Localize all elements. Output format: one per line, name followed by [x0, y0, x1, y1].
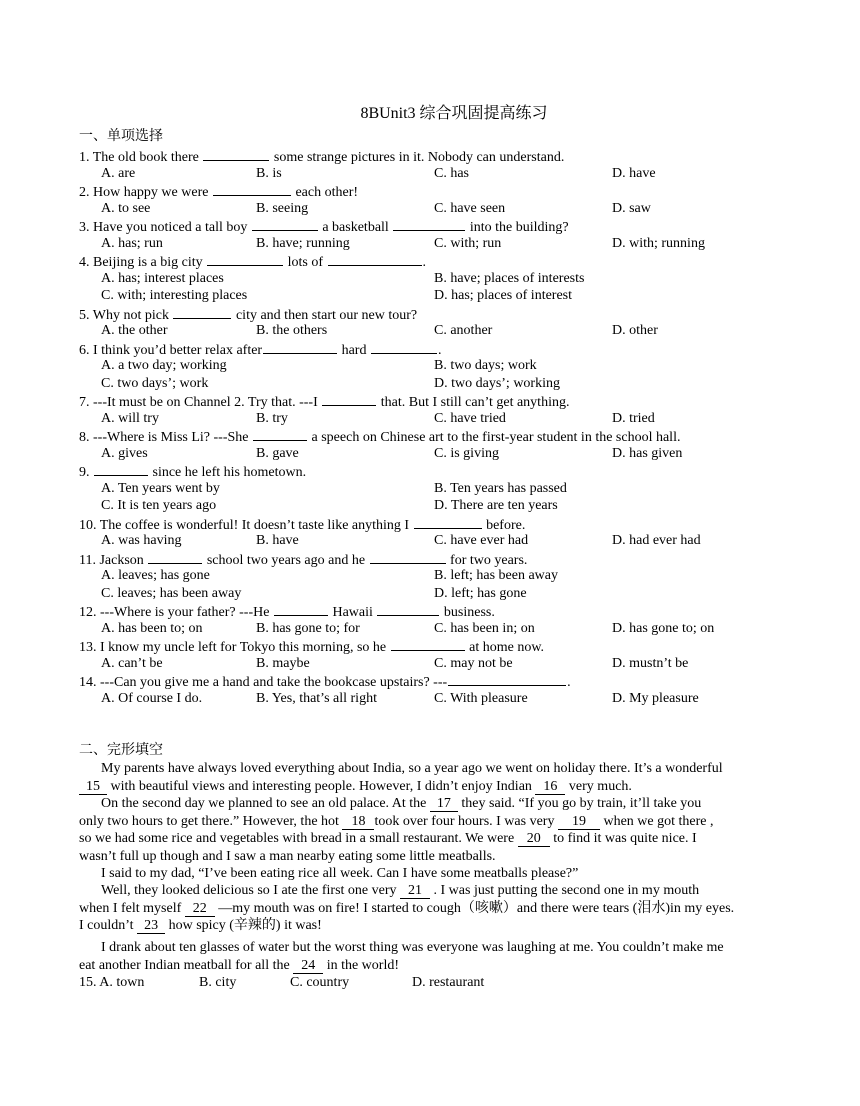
- option-d: D. left; has gone: [434, 585, 527, 601]
- option-b: B. Ten years has passed: [434, 480, 567, 496]
- option-b: B. maybe: [256, 655, 310, 671]
- answer-blank: [263, 340, 337, 354]
- option-c: C. may not be: [434, 655, 513, 671]
- answer-blank: [393, 217, 465, 231]
- option-d: D. mustn’t be: [612, 655, 689, 671]
- option-b: B. try: [256, 410, 288, 426]
- cloze-paragraph-5: I drank about ten glasses of water but the worst thing was everyone was laughing at me. You couldn’t make me eat another Indian meatball for all the 24 in the world!: [79, 940, 724, 973]
- question-1-options: [101, 165, 821, 183]
- question-9-options: [101, 497, 821, 515]
- question-10: 10. The coffee is wonderful! It doesn’t taste like anything I before.: [79, 515, 820, 535]
- option-c: C. has: [434, 165, 469, 181]
- answer-blank: [148, 550, 202, 564]
- option-d: D. has; places of interest: [434, 288, 573, 303]
- option-d: D. There are ten years: [434, 498, 558, 513]
- option-d: D. has gone to; on: [612, 620, 715, 636]
- option-b: B. have: [256, 533, 299, 548]
- question-14-options: [101, 690, 821, 708]
- option-a: A. has; run: [101, 235, 163, 251]
- question-6-options: [101, 375, 821, 393]
- option-c: C. have ever had: [434, 533, 529, 548]
- answer-blank: [370, 550, 446, 564]
- option-c: C. with; interesting places: [101, 288, 248, 303]
- option-a: A. a two day; working: [101, 358, 227, 373]
- question-4-options: [101, 270, 821, 288]
- option-a: A. the other: [101, 323, 168, 338]
- question-13: 13. I know my uncle left for Tokyo this morning, so he at home now.: [79, 637, 820, 657]
- question-8-options: [101, 445, 821, 463]
- option-c: C. two days’; work: [101, 375, 209, 391]
- question-3-options: [101, 235, 821, 253]
- blank-15: 15: [79, 779, 107, 795]
- option-c: C. country: [290, 975, 350, 990]
- answer-blank: [173, 305, 231, 319]
- answer-blank: [252, 217, 318, 231]
- page-title: 8BUnit3 综合巩固提高练习: [360, 105, 548, 122]
- answer-blank: [328, 252, 422, 266]
- question-5: 5. Why not pick city and then start our new tour?: [79, 305, 820, 325]
- question-13-options: [101, 655, 821, 673]
- question-12: 12. ---Where is your father? ---He Hawaii business.: [79, 602, 820, 622]
- option-d: D. My pleasure: [612, 690, 699, 706]
- cloze-paragraph-1: My parents have always loved everything about India, so a year ago we went on holiday there. It’s a wonderful 15 with beautiful views and interesting people. However, I didn’t enjoy Indian 16 very much.: [79, 760, 779, 795]
- question-9: 9. since he left his hometown.: [79, 462, 820, 482]
- option-d: D. two days’; working: [434, 375, 560, 391]
- option-a: A. Of course I do.: [101, 690, 203, 706]
- option-a: 15. A. town: [79, 975, 145, 990]
- blank-21: 21: [400, 883, 430, 899]
- answer-blank: [371, 340, 437, 354]
- blank-24: 24: [293, 958, 323, 974]
- option-b: B. Yes, that’s all right: [256, 690, 377, 706]
- section-heading-cloze: 二、完形填空: [79, 743, 163, 758]
- option-b: B. city: [199, 975, 237, 990]
- option-b: B. has gone to; for: [256, 620, 360, 636]
- question-5-options: [101, 322, 821, 340]
- option-d: D. has given: [612, 445, 683, 461]
- option-b: B. have; running: [256, 235, 350, 251]
- answer-blank: [377, 602, 439, 616]
- option-a: A. Ten years went by: [101, 480, 220, 496]
- question-6: 6. I think you’d better relax after hard .: [79, 340, 820, 360]
- answer-blank: [203, 147, 269, 161]
- question-14: 14. ---Can you give me a hand and take the bookcase upstairs? --- .: [79, 672, 820, 692]
- option-d: D. saw: [612, 200, 651, 216]
- option-c: C. is giving: [434, 445, 499, 461]
- option-a: A. can’t be: [101, 655, 163, 671]
- option-b: B. two days; work: [434, 358, 537, 373]
- option-c: C. with; run: [434, 235, 502, 251]
- option-a: A. to see: [101, 200, 151, 216]
- option-d: D. tried: [612, 410, 655, 426]
- section-heading-multiple-choice: 一、单项选择: [79, 129, 163, 144]
- option-a: A. has; interest places: [101, 270, 224, 286]
- blank-22: 22: [185, 901, 215, 917]
- answer-blank: [253, 427, 307, 441]
- question-9-options: [101, 480, 821, 498]
- question-2-options: [101, 200, 821, 218]
- blank-20: 20: [518, 831, 550, 847]
- blank-19: 19: [558, 814, 600, 830]
- question-3: 3. Have you noticed a tall boy a basketball into the building?: [79, 217, 820, 237]
- question-12-options: [101, 620, 821, 638]
- answer-blank: [391, 637, 465, 651]
- answer-blank: [213, 182, 291, 196]
- answer-blank: [448, 672, 566, 686]
- option-b: B. seeing: [256, 200, 309, 216]
- answer-blank: [414, 515, 482, 529]
- option-b: B. have; places of interests: [434, 270, 585, 286]
- option-a: A. has been to; on: [101, 620, 203, 636]
- question-10-options: [101, 532, 821, 550]
- option-c: C. another: [434, 323, 493, 338]
- option-a: A. leaves; has gone: [101, 568, 210, 583]
- blank-23: 23: [137, 918, 165, 934]
- answer-blank: [274, 602, 328, 616]
- question-6-options: [101, 357, 821, 375]
- cloze-paragraph-3: I said to my dad, “I’ve been eating rice all week. Can I have some meatballs please?”: [101, 866, 579, 881]
- option-c: C. have tried: [434, 410, 506, 426]
- question-1: 1. The old book there some strange pictures in it. Nobody can understand.: [79, 147, 820, 167]
- cloze-question-15-options: [79, 974, 579, 992]
- option-c: C. With pleasure: [434, 690, 528, 706]
- option-c: C. has been in; on: [434, 620, 535, 636]
- option-a: A. will try: [101, 410, 159, 426]
- option-b: B. the others: [256, 323, 328, 338]
- option-a: A. was having: [101, 533, 182, 548]
- cloze-paragraph-2: On the second day we planned to see an old palace. At the 17 they said. “If you go by train, it’ll take you only two hours to get there.” However, the hot 18 took over four hours. I was very 19 when we got there , so we had some rice and vegetables with bread in a small restaurant. We were 20 to find it was quite nice. I wasn’t full up though and I saw a man nearby eating some little meatballs.: [79, 796, 714, 864]
- option-d: D. had ever had: [612, 533, 701, 548]
- answer-blank: [94, 462, 148, 476]
- option-d: D. have: [612, 165, 656, 181]
- question-11-options: [101, 585, 821, 603]
- cloze-paragraph-4: Well, they looked delicious so I ate the first one very 21 . I was just putting the second one in my mouth when I felt myself 22 —my mouth was on fire! I started to cough（咳嗽）and there were tears (泪水)in my eyes. I couldn’t 23 how spicy (辛辣的) it was!: [79, 883, 735, 933]
- question-8: 8. ---Where is Miss Li? ---She a speech on Chinese art to the first-year student in the school hall.: [79, 427, 820, 447]
- option-c: C. It is ten years ago: [101, 498, 217, 513]
- question-4-options: [101, 287, 821, 305]
- option-c: C. have seen: [434, 200, 506, 216]
- question-7: 7. ---It must be on Channel 2. Try that. ---I that. But I still can’t get anything.: [79, 392, 820, 412]
- option-b: B. left; has been away: [434, 568, 559, 583]
- option-b: B. is: [256, 165, 282, 181]
- question-2: 2. How happy we were each other!: [79, 182, 820, 202]
- question-7-options: [101, 410, 821, 428]
- question-4: 4. Beijing is a big city lots of .: [79, 252, 820, 272]
- answer-blank: [322, 392, 376, 406]
- option-a: A. are: [101, 165, 136, 181]
- option-d: D. other: [612, 323, 658, 338]
- blank-18: 18: [342, 814, 374, 830]
- question-11-options: [101, 567, 821, 585]
- answer-blank: [207, 252, 283, 266]
- option-d: D. with; running: [612, 235, 705, 251]
- option-d: D. restaurant: [412, 975, 485, 990]
- option-a: A. gives: [101, 445, 148, 461]
- option-c: C. leaves; has been away: [101, 585, 242, 601]
- option-b: B. gave: [256, 445, 299, 461]
- question-11: 11. Jackson school two years ago and he for two years.: [79, 550, 820, 570]
- blank-17: 17: [430, 796, 458, 812]
- blank-16: 16: [535, 779, 565, 795]
